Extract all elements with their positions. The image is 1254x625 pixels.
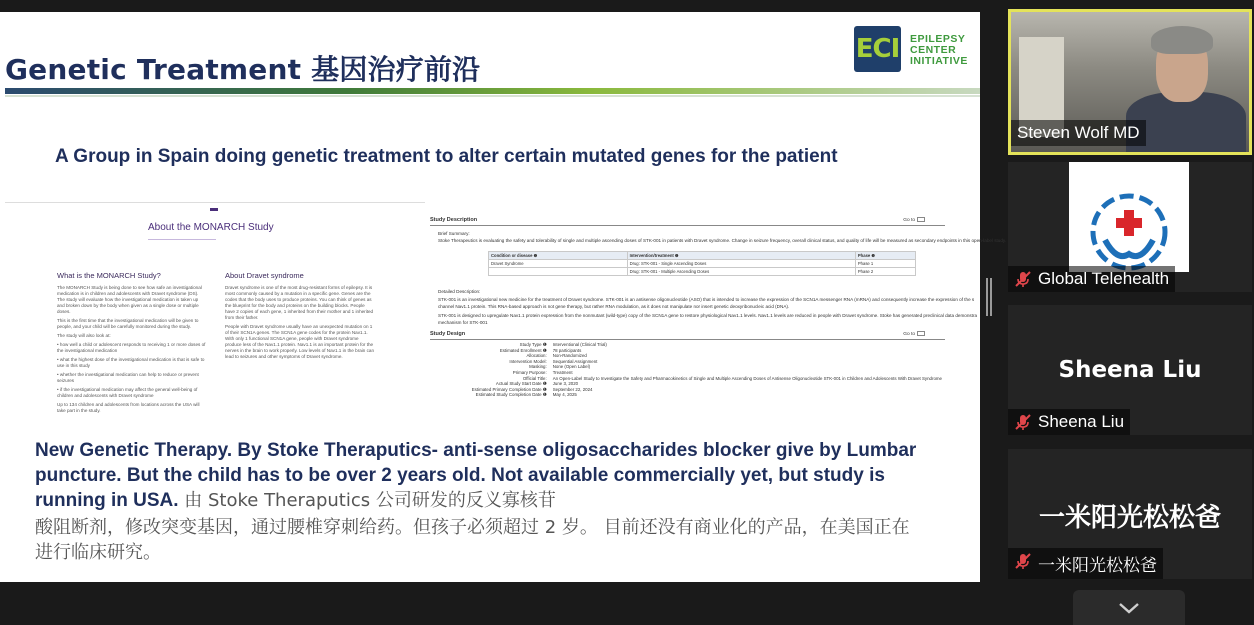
monarch-study-screenshot: [5, 202, 425, 417]
study-design-table: [450, 342, 945, 398]
table-row: [489, 260, 916, 268]
design-key: Official Title:: [522, 375, 547, 381]
participant-name-tag: [1008, 266, 1175, 292]
monarch-para: • what the highest dose of the investigational medication is that is safe to use in this study: [57, 357, 205, 368]
design-value: May 4, 2025: [552, 392, 577, 398]
monarch-para: This is the first time that the investigational medication will be given to people, and your child will be carefully monitored during the study.: [57, 318, 199, 329]
monarch-col2-text: [225, 285, 375, 363]
detailed-description-text: mechanism for STK-001: [438, 320, 488, 325]
participant-name: Steven Wolf MD: [1011, 120, 1146, 146]
participant-tile[interactable]: [1008, 305, 1252, 435]
mic-muted-icon: [1014, 413, 1032, 431]
clinical-trial-screenshot: [430, 217, 1007, 417]
monarch-para: • whether the investigational medication can help to reduce or prevent seizures: [57, 372, 199, 383]
table-header: Phase ❶: [855, 252, 915, 260]
brief-summary-text: Stoke Therapeutics is evaluating the safety and tolerability of single and multiple ascending doses of STK-001 in patients with Dravet syndrome. Change in seizure frequency, overall clinical status, and quality of life will be measured as secondary endpoints in this open-label study.: [438, 238, 1007, 243]
study-description-header: [430, 217, 945, 226]
body-chinese-inline: 由 Stoke Theraputics 公司研发的反义寡核苷: [178, 490, 556, 511]
monarch-col1-text: [57, 285, 207, 417]
scroll-down-button[interactable]: [1073, 590, 1185, 625]
chevron-down-icon: [1117, 601, 1141, 615]
monarch-para: • how well a child or adolescent responds to receiving 1 or more doses of the investigational medication: [57, 342, 206, 353]
goto-select: [917, 331, 925, 336]
participant-name-tag: [1008, 548, 1163, 579]
participant-tile[interactable]: [1008, 449, 1252, 579]
detailed-description-text: STK-001 is an investigational new medicine for the treatment of Dravet syndrome. STK-001 is an antisense oligonucleotide (ASO) that is intended to increase the expression of the SCN1A messenger RNA (mRNA) and consequently increase the expression of the s: [438, 297, 975, 302]
participant-avatar-logo: [1069, 162, 1189, 272]
table-cell: [489, 268, 628, 276]
participant-tile-active[interactable]: [1008, 9, 1252, 155]
study-description-title: Study Description: [430, 217, 478, 223]
mic-muted-icon: [1014, 270, 1032, 288]
table-header: Intervention/treatment ❶: [627, 252, 855, 260]
goto-select: [917, 217, 925, 222]
title-divider: [5, 88, 980, 94]
table-row: [450, 392, 945, 398]
body-english: New Genetic Therapy. By Stoke Theraputics- anti-sense oligosaccharides blocker give by Lumbar puncture. But the child has to be over 2 years old. Not available commercially yet, but study is running in USA.: [35, 440, 917, 511]
title-divider-thin: [5, 95, 980, 97]
table-header: Condition or disease ❶: [489, 252, 628, 260]
design-value: Non-Randomized: [552, 353, 587, 359]
design-value: Interventional (Clinical Trial): [552, 342, 607, 347]
detailed-description-text: channel Nav1.1 protein. This RNA-based approach is not gene therapy, but rather RNA modulation, as it does not manipulate nor insert genetic deoxyribonucleic acid (DNA).: [438, 304, 790, 309]
design-key: Estimated Study Completion Date ❶: [475, 392, 547, 398]
monarch-col1-title: What is the MONARCH Study?: [57, 271, 161, 280]
slide-title: Genetic Treatment 基因治疗前沿: [5, 53, 481, 86]
monarch-para: People with Dravet syndrome usually have an unexpected mutation on 1 of their SCN1A genes. The SCN1A gene codes for the protein Nav1.1. With only 1 functional SCN1A gene, people with Dravet syndrome produce less of the Nav1.1 protein. Nav1.1 is an important protein for the nerves in the brain to work properly. Low levels of Nav1.1 in the brain can lead to seizures and other symptoms of Dravet syndrome.: [225, 324, 375, 359]
monarch-heading: About the MONARCH Study: [148, 222, 274, 233]
design-value: 78 participants: [552, 347, 582, 353]
design-key: Primary Purpose:: [512, 369, 547, 375]
person-hair: [1151, 26, 1213, 54]
design-key: Estimated Enrollment ❶: [499, 347, 547, 353]
brief-summary-label: Brief Summary:: [438, 231, 470, 236]
goto-dropdown: [903, 331, 925, 337]
goto-label: Go to: [903, 331, 915, 337]
monarch-para: The MONARCH Study is being done to see how safe an investigational medication is in children and adolescents with Dravet syndrome (DS). The study will evaluate how the investigational medication is taken up and broken down by the body when given as a single dose or multiple doses.: [57, 285, 202, 314]
design-value: Treatment: [552, 369, 573, 375]
eci-logo-line: CENTER: [910, 44, 957, 56]
table-cell: Phase 2: [855, 268, 915, 276]
eci-logo-text: [910, 34, 968, 67]
monarch-para: • if the investigational medication may affect the general well-being of children and adolescents with Dravet syndrome: [57, 387, 198, 398]
design-key: Estimated Primary Completion Date ❶: [471, 386, 547, 392]
study-design-title: Study Design: [430, 331, 466, 337]
monarch-underline: [148, 239, 216, 240]
design-key: Masking:: [529, 364, 547, 370]
eci-logo: ECI: [854, 26, 901, 72]
participant-name-tag: [1008, 409, 1130, 435]
participant-name: Sheena Liu: [1038, 412, 1125, 431]
design-value: September 22, 2024: [552, 386, 593, 392]
table-cell: Phase 1: [855, 260, 915, 268]
monarch-para: Dravet syndrome is one of the most drug-resistant forms of epilepsy. It is most commonly caused by a mutation in a specific gene. Genes are the codes that the body uses to produce proteins. You can think of genes as the blueprint for the body and proteins on the building blocks. People have 2 copies of each gene, 1 inherited from their mother and 1 inherited from their father.: [225, 285, 374, 320]
participant-tile[interactable]: [1008, 162, 1252, 292]
slide-body-text: [35, 438, 925, 513]
shared-screen: [0, 12, 1007, 582]
design-value: An Open-Label Study to Investigate the Safety and Pharmacokinetics of Single and Multiple Ascending Doses of Antisense Oligonucleotide STK-001 in Children and Adolescents With Dravet Syndrome: [552, 375, 942, 381]
table-cell: Drug: STK-001 - Multiple Ascending Doses: [627, 268, 855, 276]
eci-logo-line: EPILEPSY: [910, 33, 966, 45]
table-cell: Drug: STK-001 - Single Ascending Doses: [627, 260, 855, 268]
study-design-header: [430, 331, 945, 340]
slide-subtitle: A Group in Spain doing genetic treatment to alter certain mutated genes for the patient: [55, 146, 838, 167]
detailed-description-label: Detailed Description:: [438, 289, 481, 294]
design-value: Sequential Assignment: [552, 358, 598, 364]
monarch-col2-title: About Dravet syndrome: [225, 271, 304, 280]
design-key: Study Type ❶: [519, 342, 547, 347]
participant-name: Global Telehealth: [1038, 269, 1170, 288]
goto-dropdown: [903, 217, 925, 223]
table-cell: Dravet Syndrome: [489, 260, 628, 268]
health-logo-icon: [1069, 162, 1189, 272]
participant-display-name: Sheena Liu: [1058, 357, 1202, 383]
eci-logo-line: INITIATIVE: [910, 55, 968, 67]
monarch-para: Up to 134 children and adolescents from locations across the USA will take part in the study.: [57, 402, 200, 413]
body-chinese: 酸阻断剂，修改突变基因，通过腰椎穿刺给药。但孩子必须超过 2 岁。 目前还没有商业化的产品，在美国正在进行临床研究。: [35, 517, 910, 563]
mic-muted-icon: [1014, 552, 1032, 570]
decorative-tick: [210, 208, 218, 211]
design-value: June 3, 2020: [552, 381, 579, 387]
table-row: [489, 268, 916, 276]
detailed-description-text: STK-001 is designed to upregulate Nav1.1 protein expression from the nonmutant (wild-type) copy of the SCN1A gene to restore physiological Nav1.1 levels. Nav1.1 levels are reduced in people with Dravet syndrome. Stoke has generated preclinical data demonstra: [438, 313, 978, 318]
participant-name: 一米阳光松松爸: [1038, 556, 1157, 575]
participant-display-name: 一米阳光松松爸: [1038, 503, 1221, 533]
panel-resize-handle[interactable]: [986, 278, 992, 316]
monarch-para: The study will also look at:: [57, 333, 111, 338]
design-value: None (Open Label): [552, 364, 591, 370]
design-key: Actual Study Start Date ❶: [495, 381, 547, 387]
conditions-table: [488, 251, 916, 276]
design-key: Allocation:: [526, 353, 547, 359]
design-key: Intervention Model:: [509, 358, 547, 364]
goto-label: Go to: [903, 217, 915, 223]
